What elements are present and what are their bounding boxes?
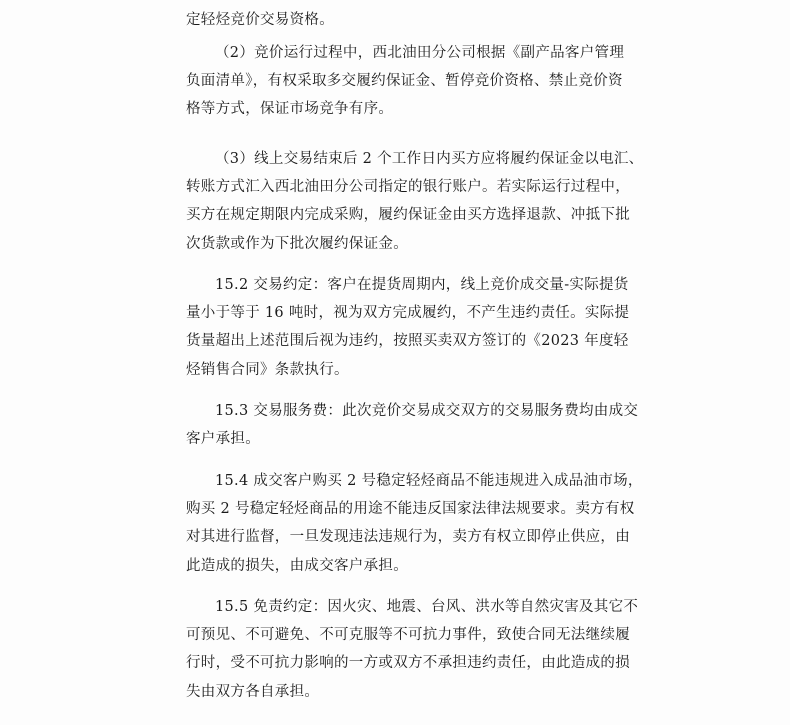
text-line: 可预见、不可避免、不可克服等不可抗力事件，致使合同无法继续履 xyxy=(186,627,630,644)
text-line: 定轻烃竞价交易资格。 xyxy=(186,12,334,28)
text-line: 烃销售合同》条款执行。 xyxy=(186,361,349,378)
text-line: （3）线上交易结束后 2 个工作日内买方应将履约保证金以电汇、 xyxy=(215,151,644,167)
text-line: 失由双方各自承担。 xyxy=(186,683,320,700)
text-line: 15.2 交易约定：客户在提货周期内，线上竞价成交量-实际提货 xyxy=(215,277,629,293)
paragraph-15-3 xyxy=(186,397,639,453)
text-line: （2）竞价运行过程中，西北油田分公司根据《副产品客户管理 xyxy=(215,45,625,61)
paragraph-item-3 xyxy=(186,145,644,258)
text-line: 次货款或作为下批次履约保证金。 xyxy=(186,235,408,252)
text-line: 15.4 成交客户购买 2 号稳定轻烃商品不能违规进入成品油市场， xyxy=(215,473,643,489)
text-line: 行时，受不可抗力影响的一方或双方不承担违约责任，由此造成的损 xyxy=(186,655,630,672)
text-line: 格等方式，保证市场竞争有序。 xyxy=(186,101,394,118)
paragraph-15-4 xyxy=(186,467,643,580)
paragraph-15-2 xyxy=(186,271,630,384)
paragraph-continuation xyxy=(186,6,620,34)
text-line: 对其进行监督，一旦发现违法违规行为，卖方有权立即停止供应，由 xyxy=(186,529,630,546)
text-line: 客户承担。 xyxy=(186,431,260,448)
paragraph-15-5 xyxy=(186,593,639,706)
text-line: 量小于等于 16 吨时，视为双方完成履约，不产生违约责任。实际提 xyxy=(186,305,630,322)
paragraph-item-2 xyxy=(186,39,625,124)
text-line: 转账方式汇入西北油田分公司指定的银行账户。若实际运行过程中， xyxy=(186,179,630,196)
text-line: 负面清单》，有权采取多交履约保证金、暂停竞价资格、禁止竞价资 xyxy=(186,73,623,90)
text-line: 买方在规定期限内完成采购，履约保证金由买方选择退款、冲抵下批 xyxy=(186,207,630,224)
text-line: 货量超出上述范围后视为违约，按照买卖双方签订的《2023 年度轻 xyxy=(186,333,629,350)
text-line: 此造成的损失，由成交客户承担。 xyxy=(186,557,408,574)
text-line: 购买 2 号稳定轻烃商品的用途不能违反国家法律法规要求。卖方有权 xyxy=(186,501,635,518)
text-line: 15.5 免责约定：因火灾、地震、台风、洪水等自然灾害及其它不 xyxy=(215,599,639,615)
text-line: 15.3 交易服务费：此次竞价交易成交双方的交易服务费均由成交 xyxy=(215,403,639,419)
